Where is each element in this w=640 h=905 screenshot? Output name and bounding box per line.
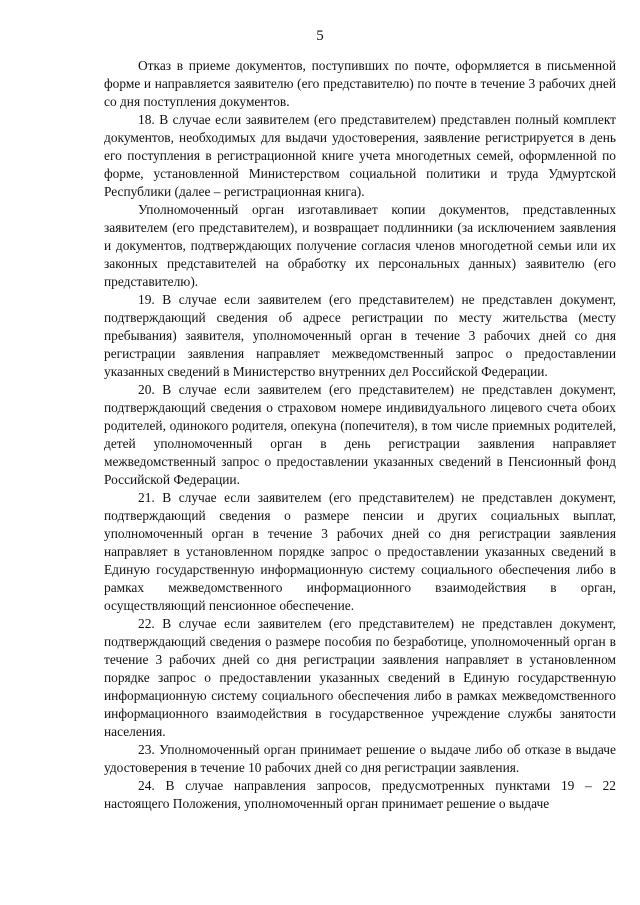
paragraph-authorized-body-copies: Уполномоченный орган изготавливает копии документов, представленных заявителем (его представителем), и возвращает подлинники (за исключением заявления и документов, подтверждающих получение согласия членов многодетной семьи или их законных представителей на обработку их персональных данных) заявителю (его представителю). (104, 202, 616, 289)
paragraph-23: 23. Уполномоченный орган принимает решение о выдаче либо об отказе в выдаче удостоверения в течение 10 рабочих дней со дня регистрации заявления. (104, 741, 616, 775)
document-body (104, 57, 616, 813)
page-number: 5 (316, 28, 324, 44)
paragraph-18: 18. В случае если заявителем (его представителем) представлен полный комплект документов, необходимых для выдачи удостоверения, заявление регистрируется в день его поступления в регистрационной книге учета многодетных семей, оформленной по форме, установленной Министерством социальной политики и труда Удмуртской Республики (далее – регистрационная книга). (104, 112, 616, 199)
paragraph-19: 19. В случае если заявителем (его представителем) не представлен документ, подтверждающий сведения об адресе регистрации по месту жительства (месту пребывания) заявителя, уполномоченный орган в течение 3 рабочих дней со дня регистрации заявления направляет межведомственный запрос о предоставлении указанных сведений в Министерство внутренних дел Российской Федерации. (104, 292, 616, 379)
paragraph-22: 22. В случае если заявителем (его представителем) не представлен документ, подтверждающий сведения о размере пособия по безработице, уполномоченный орган в течение 3 рабочих дней со дня регистрации заявления направляет в установленном порядке запрос о предоставлении указанных сведений в Единую государственную информационную систему социального обеспечения либо в рамках межведомственного информационного взаимодействия в государственное учреждение службы занятости населения. (104, 616, 616, 739)
paragraph-20: 20. В случае если заявителем (его представителем) не представлен документ, подтверждающий сведения о страховом номере индивидуального лицевого счета обоих родителей, одинокого родителя, опекуна (попечителя), в том числе приемных родителей, детей уполномоченный орган в день регистрации заявления направляет межведомственный запрос о предоставлении указанных сведений в Пенсионный фонд Российской Федерации. (104, 382, 616, 487)
paragraph-24: 24. В случае направления запросов, предусмотренных пунктами 19 – 22 настоящего Положения, уполномоченный орган принимает решение о выдаче (104, 778, 616, 812)
paragraph-refusal-by-mail: Отказ в приеме документов, поступивших по почте, оформляется в письменной форме и направляется заявителю (его представителю) по почте в течение 3 рабочих дней со дня поступления документов. (104, 58, 616, 109)
paragraph-21: 21. В случае если заявителем (его представителем) не представлен документ, подтверждающий сведения о размере пенсии и других социальных выплат, уполномоченный орган в течение 3 рабочих дней со дня регистрации заявления направляет в установленном порядке запрос о предоставлении указанных сведений в Единую государственную информационную систему социального обеспечения либо в рамках межведомственного информационного взаимодействия в орган, осуществляющий пенсионное обеспечение. (104, 490, 616, 613)
